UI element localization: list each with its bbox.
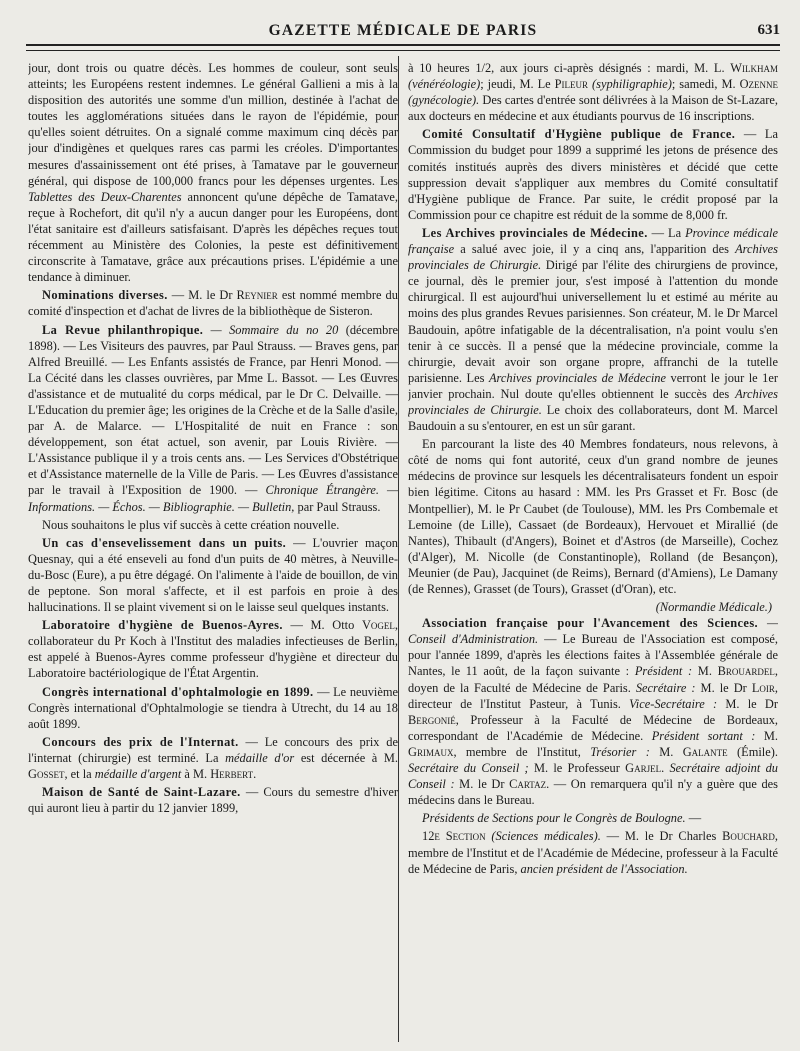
- nominations-article: Nominations diverses. — M. le Dr Reynier est nommé membre du comité d'inspection et d'achat de livres de la bibliothèque de Sisteron.: [28, 288, 398, 319]
- revue-philanthropique-article: La Revue philanthropique. — Sommaire du no 20 (décembre 1898). — Les Visiteurs des pauvres, par Paul Strauss. — Braves gens, par Alfred Breuillé. — Les Enfants assistés de France, par Henri Monod. — La Cécité dans les classes ouvrières, par Mme L. Bassot. — Les Œuvres d'assistance et de mutualité du corps médical, par le Dr C. Delvaille. — L'Education du premier âge; les origines de la Crèche et de la Salle d'asile, par A. de Malarce. — L'Hospitalité de nuit en France : son développement, son état actuel, son avenir, par Louis Rivière. — L'Assistance publique il y a trois cents ans. — Les Services d'Obstétrique et d'Assistance maternelle de la Ville de Paris. — Les Œuvres d'assistance par le travail à l'Exposition de 1900. — Chronique Étrangère. — Informations. — Échos. — Bibliographie. — Bulletin, par Paul Strauss.: [28, 322, 398, 514]
- ensevelissement-article: Un cas d'ensevelissement dans un puits. — L'ouvrier maçon Quesnay, qui a été enseveli au fond d'un puits de 40 mètres, à Neuville-du-Bosc (Eure), a pu être dégagé. On l'alimente à l'aide de bouillon, de vin de peptone. Son moral s'affecte, et il est parfois en proie à des hallucinations. Il se plaint vivement si on le laisse seul quelques instants.: [28, 535, 398, 615]
- congres-article: Congrès international d'ophtalmologie en 1899. — Le neuvième Congrès international d'Ophtalmologie se tiendra à Utrecht, du 14 au 18 août 1899.: [28, 684, 398, 731]
- page-number: 631: [757, 22, 780, 38]
- right-column: [408, 60, 778, 1040]
- maison-sante-article: Maison de Santé de Saint-Lazare. — Cours du semestre d'hiver qui auront lieu à partir du 12 janvier 1899,: [28, 785, 398, 816]
- comite-heading: Comité Consultatif d'Hygiène publique de France.: [422, 127, 736, 142]
- maison-sante-continued: à 10 heures 1/2, aux jours ci-après désignés : mardi, M. L. Wilkham (vénéréologie); jeudi, M. Le Pileur (syphiligraphie); samedi, M. Ozenne (gynécologie). Des cartes d'entrée sont délivrées à la Maison de St-Lazare, aux docteurs en médecine et aux étudiants pourvus de 16 inscriptions.: [408, 61, 778, 124]
- archives-heading: Les Archives provinciales de Médecine.: [422, 225, 648, 240]
- congres-heading: Congrès international d'ophtalmologie en 1899.: [42, 684, 314, 699]
- running-head: [26, 10, 780, 44]
- maison-sante-heading: Maison de Santé de Saint-Lazare.: [42, 785, 241, 800]
- concours-heading: Concours des prix de l'Internat.: [42, 734, 239, 749]
- ensevelissement-heading: Un cas d'ensevelissement dans un puits.: [42, 535, 287, 550]
- archives-members: En parcourant la liste des 40 Membres fondateurs, nous relevons, à côté de noms qui font autorité, ceux d'un grand nombre de jeunes médecins de province sur lesquels les décentralisateurs fondent un espoir bien légitime. Citons au hasard : MM. les Prs Grasset et Fr. Bosc (de Montpellier), M. le Pr Caubet (de Toulouse), MM. les Prs Combemale et Lemoine (de Lille), Cassaet (de Bordeaux), Hervouet et Mirallié (de Nantes), Thibault (d'Angers), Boinet et d'Astros (de Marseille), Cochez (d'Alger), M. Nicolle (de Constantinople), Rolland (de Besançon), Meunier (de Pau), Jacquinet (de Reims), Bernard (d'Amiens), Le Damany (de Rennes), Grasset (de Tours), Grasset (d'Oran), etc.: [408, 437, 778, 596]
- column-divider: [398, 56, 399, 1042]
- archives-source: (Normandie Médicale.): [655, 600, 772, 615]
- laboratoire-heading: Laboratoire d'hygiène de Buenos-Ayres.: [42, 618, 283, 633]
- association-article: Association française pour l'Avancement des Sciences. — Conseil d'Administration. — Le Bureau de l'Association est composé, pour l'année 1899, d'après les élections faites à l'Assemblée générale de Nantes, le 11 août, de la façon suivante : Président : M. Brouardel, doyen de la Faculté de Médecine de Paris. Secrétaire : M. le Dr Loir, directeur de l'Institut Pasteur, à Tunis. Vice-Secrétaire : M. le Dr Bergonié, Professeur à la Faculté de Médecine de Bordeaux, correspondant de l'Académie de Médecine. Président sortant : M. Grimaux, membre de l'Institut, Trésorier : M. Galante (Émile). Secrétaire du Conseil ; M. le Professeur Garjel. Secrétaire adjoint du Conseil : M. le Dr Cartaz. — On remarquera qu'il n'y a guère que des médecins dans le Bureau.: [408, 616, 778, 808]
- revue-heading: La Revue philanthropique.: [42, 322, 204, 337]
- archives-article: Les Archives provinciales de Médecine. — La Province médicale française a salué avec joie, il y a cinq ans, l'apparition des Archives provinciales de Chirurgie. Dirigé par l'élite des chirurgiens de province, ce journal, dès le premier jour, s'est imposé à l'attention du monde chirurgical. Il est aujourd'hui universellement lu et estimé au mérite au moins des plus grandes Revues parisiennes. Son créateur, M. le Dr Marcel Baudouin, apôtre infatigable de la décentralisation, n'a point voulu s'en tenir à ce succès. Il a pensé que la médecine provinciale, comme la chirurgie, devait avoir son organe propre, affranchi de la tutelle parisienne. Les Archives provinciales de Médecine verront le jour le 1er janvier prochain. Nul doute qu'elles obtiennent le succès des Archives provinciales de Chirurgie. Le choix des collaborateurs, dont M. Marcel Baudouin a su s'entourer, en est un sûr garant.: [408, 225, 778, 434]
- concours-article: Concours des prix de l'Internat. — Le concours des prix de l'internat (chirurgie) est terminé. La médaille d'or est décernée à M. Gosset, et la médaille d'argent à M. Herbert.: [28, 734, 398, 782]
- comite-article: Comité Consultatif d'Hygiène publique de France. — La Commission du budget pour 1899 a supprimé les jetons de présence des comités institués auprès des divers ministères et décidé que cette suppression devait s'appliquer aux membres du Comité consultatif d'Hygiène publique de France. Par suite, le crédit proposé par la Commission pour ce chapitre est réduit de la somme de 8,000 fr.: [408, 127, 778, 222]
- left-column: [28, 60, 398, 1040]
- journal-title: GAZETTE MÉDICALE DE PARIS: [268, 22, 538, 39]
- laboratoire-article: Laboratoire d'hygiène de Buenos-Ayres. — M. Otto Vogel, collaborateur du Pr Koch à l'Institut des maladies infectieuses de Berlin, est appelé à Buenos-Ayres comme professeur d'hygiène et directeur du Laboratoire bactériologique de l'État Argentin.: [28, 618, 398, 681]
- revue-wish: Nous souhaitons le plus vif succès à cette création nouvelle.: [42, 517, 340, 532]
- header-rule-thin: [26, 50, 780, 51]
- association-heading: Association française pour l'Avancement des Sciences.: [422, 616, 759, 631]
- plague-article-continued: jour, dont trois ou quatre décès. Les hommes de couleur, sont seuls atteints; les Européens restent indemnes. Le général Gallieni a mis à la disposition des autorités une somme d'un million, destinée à l'achat de toutes les agglomérations situées dans le rayon de l'épidémie, pour qu'elles soient détruites. On a signalé comme maximum cinq décès par jour d'indigènes et quelques rares cas parmi les créoles. D'importantes mesures d'assainissement ont été prises, à Tamatave par le gouverneur général, qui dispose de 100,000 francs pour les dépenses urgentes. Les Tablettes des Deux-Charentes annoncent qu'une dépêche de Tamatave, reçue à Rochefort, dit qu'il n'y a aucun danger pour les Européens, dont l'état sanitaire est d'ailleurs satisfaisant. D'après les dépêches reçues tout récemment au Ministère des Colonies, la peste est définitivement circonscrite à Tamatave, grâce aux précautions prises. L'épidémie a une tendance à diminuer.: [28, 61, 398, 285]
- nominations-heading: Nominations diverses.: [42, 288, 168, 303]
- association-sections: Présidents de Sections pour le Congrès de Boulogne. —: [422, 811, 702, 826]
- association-section-12: 12e Section (Sciences médicales). — M. le Dr Charles Bouchard, membre de l'Institut et de l'Académie de Médecine, professeur à la Faculté de Médecine de Paris, ancien président de l'Association.: [408, 829, 778, 876]
- header-rule-thick: [26, 44, 780, 46]
